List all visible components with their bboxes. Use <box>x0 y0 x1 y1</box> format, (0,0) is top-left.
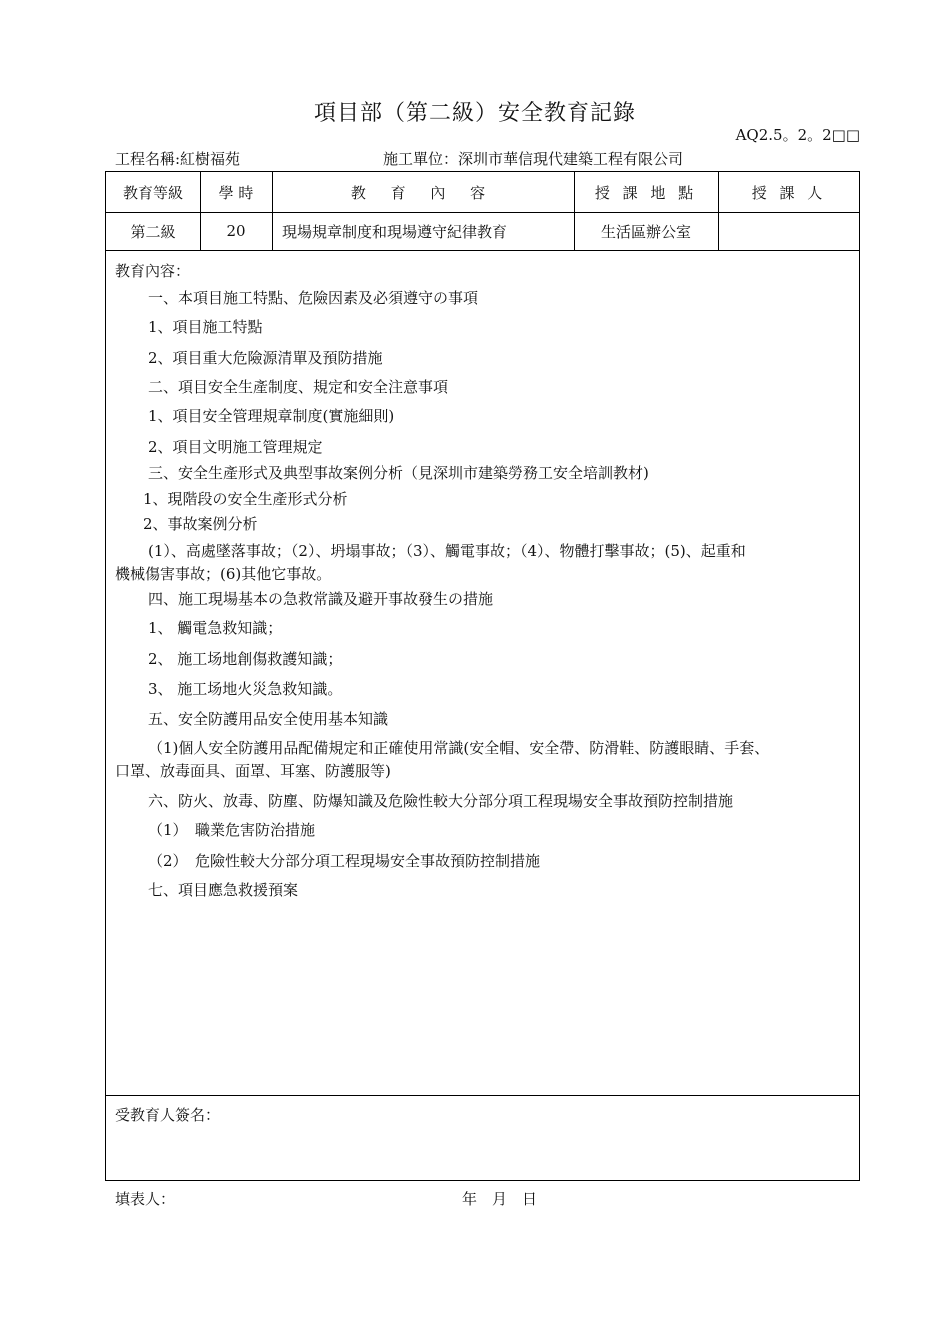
content-line: 1、 觸電急救知識； <box>148 619 283 637</box>
filler-label: 填表人： <box>115 1190 176 1208</box>
content-line: 3、 施工场地火災急救知識。 <box>148 680 343 698</box>
document-title: 項目部（第二級）安全教育記錄 <box>313 101 636 126</box>
content-line: 2、項目重大危險源清單及預防措施 <box>148 349 383 367</box>
cell-location: 生活區辦公室 <box>600 222 691 241</box>
content-heading: 教育內容： <box>115 262 191 280</box>
content-line: 六、防火、放毒、防塵、防爆知識及危險性較大分部分項工程現場安全事故預防控制措施 <box>148 792 734 810</box>
content-line: （2） 危險性較大分部分項工程現場安全事故預防控制措施 <box>148 852 541 870</box>
header-education-content: 教 育 內 容 <box>350 183 496 202</box>
project-name: 工程名稱:紅樹福苑 <box>115 150 241 168</box>
content-line: 2、事故案例分析 <box>143 515 258 533</box>
content-line: 1、現階段の安全生產形式分析 <box>143 490 348 508</box>
cell-education-level: 第二級 <box>130 222 176 241</box>
content-line: 2、 施工场地創傷救護知識； <box>148 650 343 668</box>
content-line: 一、本項目施工特點、危險因素及必須遵守の事項 <box>148 289 479 307</box>
cell-education-content: 現場規章制度和現場遵守紀律教育 <box>282 222 508 241</box>
education-record-table <box>105 171 860 1181</box>
signature-label: 受教育人簽名： <box>115 1106 221 1124</box>
cell-lecturer <box>718 212 860 250</box>
cell-hours: 20 <box>226 222 246 240</box>
header-hours: 學 時 <box>218 183 254 202</box>
table-divider <box>106 250 859 251</box>
header-education-level: 教育等級 <box>122 183 183 202</box>
content-line: （1） 職業危害防治措施 <box>148 821 316 839</box>
header-lecturer: 授 課 人 <box>751 183 827 202</box>
content-line: 四、施工現場基本の急救常識及避开事故發生の措施 <box>148 590 494 608</box>
content-line: 七、項目應急救援預案 <box>148 881 299 899</box>
content-line: 1、項目安全管理規章制度(實施細則) <box>148 407 395 425</box>
header-location: 授 課 地 點 <box>594 183 698 202</box>
content-line: 五、安全防護用品安全使用基本知識 <box>148 710 389 728</box>
content-line: 三、安全生產形式及典型事故案例分析（見深圳市建築勞務工安全培訓教材) <box>148 464 649 482</box>
content-line: （1)個人安全防護用品配備規定和正確使用常識(安全帽、安全帶、防滑鞋、防護眼睛、手套、 <box>148 739 770 757</box>
table-divider <box>106 1095 859 1096</box>
content-line: 2、項目文明施工管理規定 <box>148 438 323 456</box>
date-label: 年 月 日 <box>462 1190 538 1208</box>
content-line: (1）、高處墜落事故；（2）、坍塌事故；（3）、觸電事故；（4）、物體打擊事故；(5)、起重和 <box>148 542 746 560</box>
content-line: 機械傷害事故；(6)其他它事故。 <box>115 565 332 583</box>
content-line: 1、項目施工特點 <box>148 318 263 336</box>
contractor-name: 施工單位：深圳市華信現代建築工程有限公司 <box>383 150 684 168</box>
content-line: 口罩、放毒面具、面罩、耳塞、防護服等) <box>115 762 391 780</box>
document-code: AQ2.5。2。2□□ <box>735 126 860 144</box>
content-line: 二、項目安全生產制度、規定和安全注意事項 <box>148 378 449 396</box>
